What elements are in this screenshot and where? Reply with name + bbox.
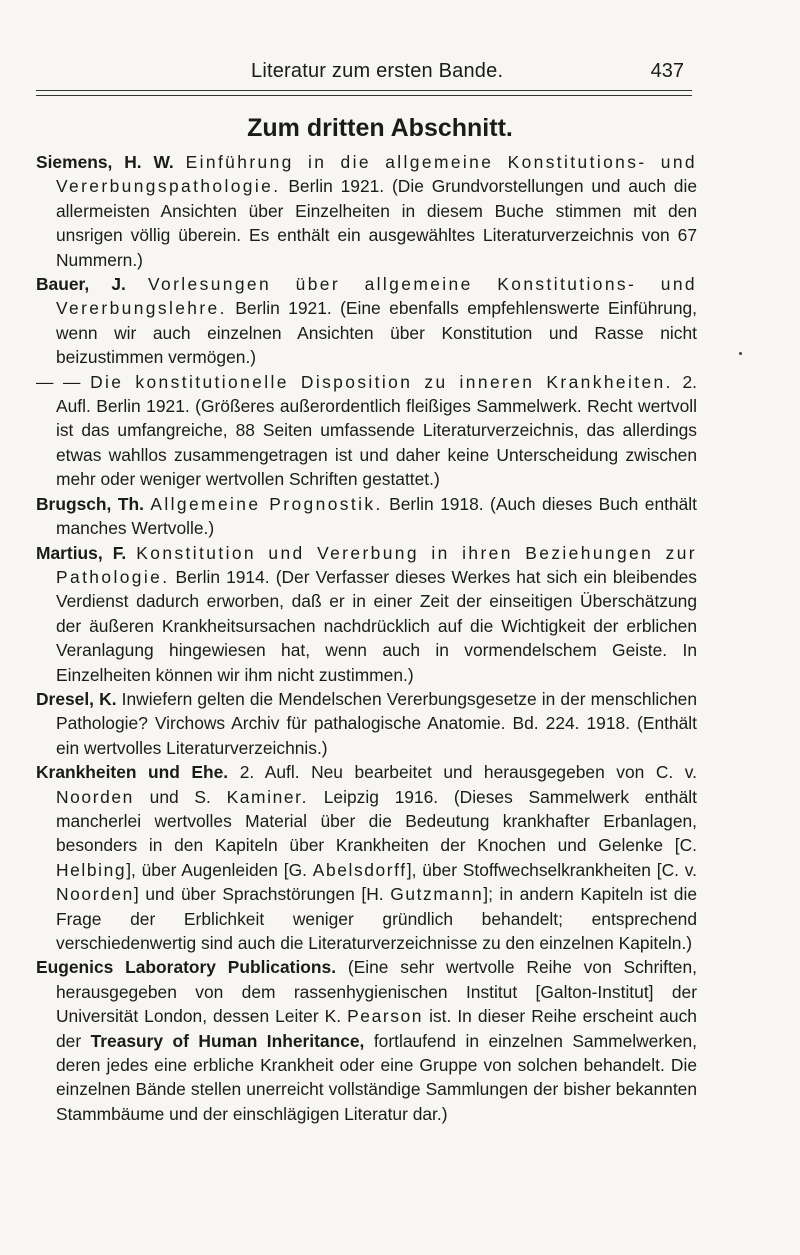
entry-text: Inwiefern gelten die Mendelschen Vererbungsgesetze in der menschlichen Pathologie? Virchows Archiv für pathalogische Anatomie. Bd. 224. 1918. (Enthält ein wertvolles Literaturverzeichnis.)	[56, 688, 698, 758]
header-rule-top	[36, 90, 692, 91]
page-header	[36, 56, 692, 86]
entry-series-title: Treasury of Human Inheritance,	[90, 1030, 365, 1051]
entry-person-name: Noorden	[56, 884, 134, 905]
entry-title: Allgemeine Prognostik.	[150, 493, 383, 514]
entry-author: Krankheiten und Ehe.	[36, 762, 229, 783]
entry-title: Konstitution und Vererbung in ihren Beziehungen zur Pathologie.	[56, 542, 697, 587]
entry-text: 2. Aufl. Berlin 1921. (Größeres außerordentlich fleißiges Sammelwerk. Recht wertvoll ist das umfangreiche, 88 Seiten umfassende Literaturverzeichnis, das allerdings etwas wahllos zusammengetragen ist und daher keine Unterscheidung zwischen mehr oder weniger wertvollen Schriften gestattet.)	[56, 371, 697, 490]
header-rule-bottom	[36, 95, 692, 96]
bibliography-entry-siemens	[36, 150, 697, 272]
entry-text: Leipzig 1916. (Dieses Sammelwerk enthält mancherlei wertvolles Material über die Bedeutung krankhafter Erbanlagen, besonders in den Kapiteln über Krankheiten der Knochen und Gelenke [C.	[56, 786, 697, 856]
entry-text: Berlin 1914. (Der Verfasser dieses Werkes hat sich ein bleibendes Verdienst dadurch erworben, daß er in einer Zeit der einseitigen Überschätzung der äußeren Krankheitsursachen nachdrücklich auf die Wichtigkeit der erblichen Veranlagung hingewiesen hat, wenn auch in vormendelschem Geiste. In Einzelheiten können wir ihm nicht zustimmen.)	[56, 566, 697, 685]
entry-author-ditto: — —	[36, 371, 81, 392]
entry-person-name: Abelsdorff	[312, 859, 407, 880]
entry-text: Berlin 1921. (Die Grundvorstellungen und auch die allermeisten Ansichten über Einzelheiten in diesem Buche stimmen mit den unsrigen völlig überein. Es enthält ein ausgewähltes Literaturverzeichnis von 67 Nummern.)	[56, 176, 697, 270]
section-title: Zum dritten Abschnitt.	[247, 114, 513, 142]
entry-text: und S.	[149, 786, 211, 807]
bibliography-entry-dresel	[36, 687, 697, 760]
running-title: Literatur zum ersten Bande.	[251, 60, 504, 82]
bibliography-entry-bauer-disposition	[36, 370, 697, 492]
entry-author: Dresel, K.	[36, 688, 117, 709]
bibliography-entry-brugsch	[36, 492, 697, 541]
entry-author: Bauer, J.	[36, 274, 126, 295]
entry-author: Eugenics Laboratory Publications.	[36, 957, 337, 978]
entry-person-name: Gutzmann	[390, 884, 484, 905]
entry-text: ], über Augenleiden [G.	[126, 859, 307, 880]
entry-author: Brugsch, Th.	[36, 493, 144, 514]
entry-title: Einführung in die allgemeine Konstitutions- und Vererbungspathologie.	[56, 152, 697, 197]
bibliography-list	[36, 150, 697, 1126]
entry-person-name: Helbing	[56, 859, 127, 880]
entry-title: Vorlesungen über allgemeine Konstitutions- und Vererbungslehre.	[56, 274, 697, 319]
bibliography-entry-eugenics-laboratory	[36, 955, 697, 1126]
entry-text: fortlaufend in einzelnen Sammelwerken, deren jedes eine erbliche Krankheit oder eine Gruppe von solchen behandelt. Die einzelnen Bände stellen unerreicht vollständige Sammlungen der bisher bekannten Stammbäume und der einschlägigen Literatur dar.)	[56, 1030, 698, 1124]
bibliography-entry-martius	[36, 541, 697, 687]
entry-person-name: Noorden	[56, 786, 134, 807]
entry-text: ], über Stoffwechselkrankheiten [C. v.	[406, 859, 697, 880]
page-number: 437	[650, 60, 684, 82]
entry-text: Berlin 1918. (Auch dieses Buch enthält manches Wertvolle.)	[56, 493, 697, 539]
entry-text: ] und über Sprachstörungen [H.	[133, 884, 384, 905]
entry-text: Berlin 1921. (Eine ebenfalls empfehlenswerte Einführung, wenn wir auch einzelnen Ansichten über Konstitution und Rasse nicht beizustimmen vermögen.)	[56, 298, 697, 368]
entry-title: Die konstitutionelle Disposition zu inneren Krankheiten.	[90, 371, 673, 392]
entry-text: (Eine sehr wertvolle Reihe von Schriften, herausgegeben von dem rassenhygienischen Institut [Galton-Institut] der Universität London, dessen Leiter K.	[56, 957, 697, 1027]
entry-text: ist. In dieser Reihe erscheint auch der	[56, 1006, 697, 1051]
entry-text: 2. Aufl. Neu bearbeitet und herausgegeben von C. v.	[239, 762, 698, 783]
bibliography-entry-bauer	[36, 272, 697, 370]
entry-person-name: Kaminer.	[226, 786, 309, 807]
entry-author: Martius, F.	[36, 542, 127, 563]
entry-author: Siemens, H. W.	[36, 152, 174, 172]
bibliography-entry-krankheiten-und-ehe	[36, 760, 697, 955]
margin-speck	[739, 352, 742, 355]
entry-person-name: Pearson	[347, 1006, 424, 1027]
entry-text: ]; in andern Kapiteln ist die Frage der Erblichkeit weniger gründlich behandelt; entsprechend verschiedenwertig sind auch die Literaturverzeichnisse zu den einzelnen Kapiteln.)	[56, 884, 697, 953]
